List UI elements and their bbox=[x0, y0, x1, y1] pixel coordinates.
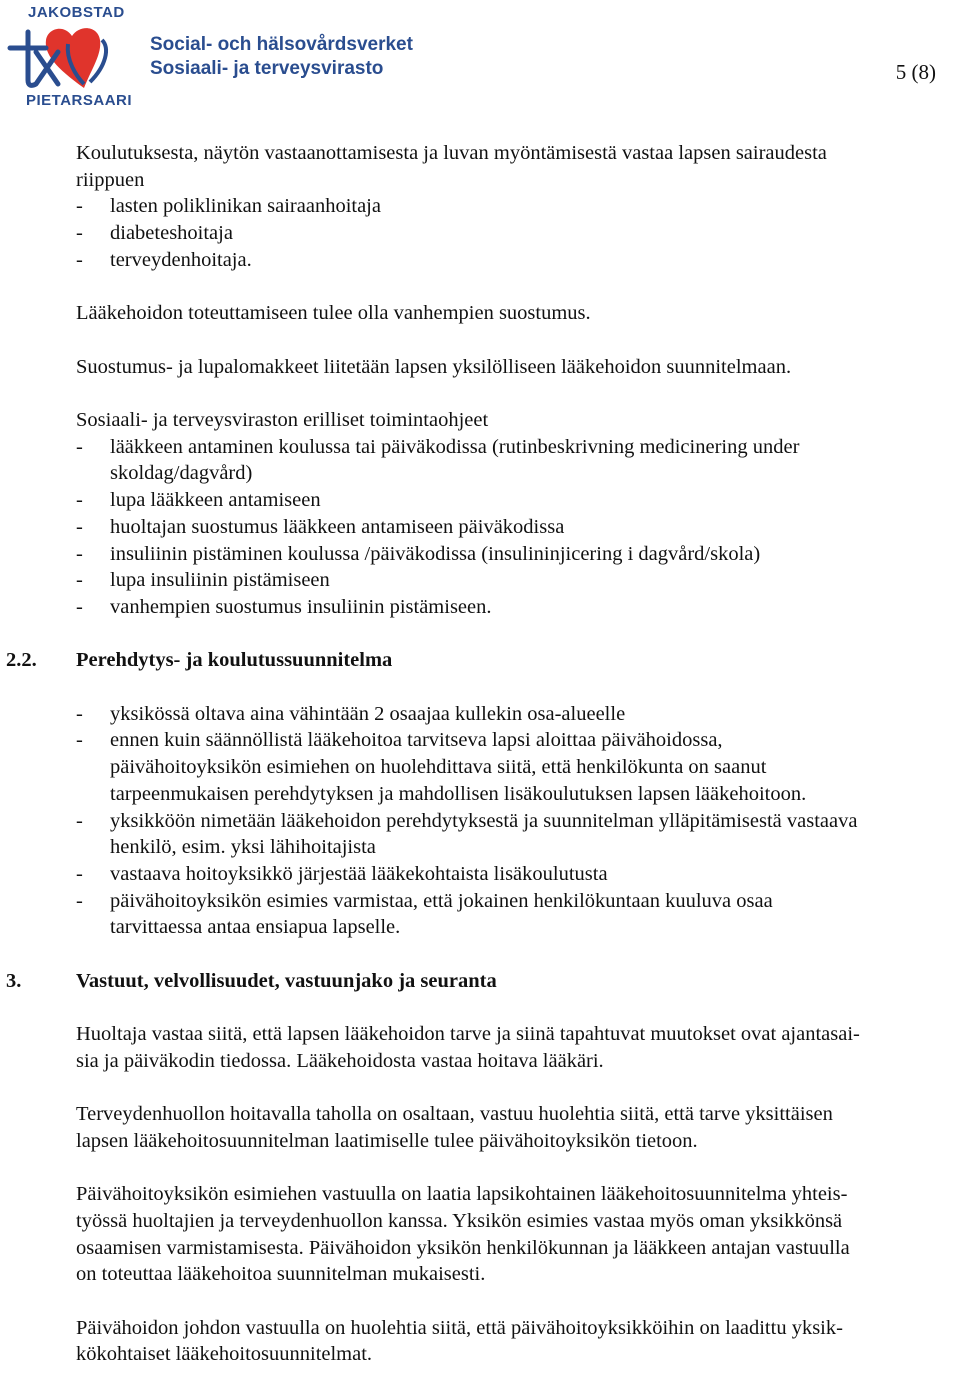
list-item: - päivähoitoyksikön esimies varmistaa, että jokainen henkilökuntaan kuuluva osaa tarvittaessa antaa ensiapua lapselle. bbox=[76, 889, 773, 939]
list-item: - vanhempien suostumus insuliinin pistämiseen. bbox=[76, 594, 956, 621]
list-item: - lääkkeen antaminen koulussa tai päiväkodissa (rutinbeskrivning medicinering under skoldag/dagvård) bbox=[76, 435, 800, 485]
bullet-dash: - bbox=[76, 515, 83, 538]
list-item: - lupa insuliinin pistämiseen bbox=[76, 567, 956, 594]
bullet-dash: - bbox=[76, 195, 83, 218]
heart-logo-icon bbox=[6, 22, 134, 94]
bullet-dash: - bbox=[76, 889, 83, 912]
daycare-head-responsibility-paragraph bbox=[76, 1181, 956, 1288]
list-item: - insuliinin pistäminen koulussa /päiväkodissa (insulininjicering i dagvård/skola) bbox=[76, 541, 956, 568]
instructions-paragraph bbox=[76, 407, 956, 621]
text-line: Päivähoitoyksikön esimiehen vastuulla on laatia lapsikohtainen lääkehoitosuunnitelma yhteis- bbox=[76, 1183, 848, 1206]
list-item: - lupa lääkkeen antamiseen bbox=[76, 487, 956, 514]
text-line: työssä huoltajien ja terveydenhuollon kanssa. Yksikön esimies vastaa myös oman yksikkönsä bbox=[76, 1209, 843, 1232]
text-line: Huoltaja vastaa siitä, että lapsen lääkehoidon tarve ja siinä tapahtuvat muutokset ovat ajantasai- bbox=[76, 1023, 860, 1046]
list-item: - lasten poliklinikan sairaanhoitaja bbox=[76, 193, 956, 220]
list-item: - huoltajan suostumus lääkkeen antamiseen päiväkodissa bbox=[76, 514, 956, 541]
training-plan-list bbox=[76, 701, 956, 941]
page-number: 5 (8) bbox=[895, 60, 936, 84]
section-title: Perehdytys- ja koulutussuunnitelma bbox=[76, 649, 393, 672]
section-number: 2.2. bbox=[6, 649, 37, 672]
guardian-responsibility-paragraph bbox=[76, 1021, 956, 1074]
text-line: Koulutuksesta, näytön vastaanottamisesta ja luvan myöntämisestä vastaa lapsen sairaudesta bbox=[76, 142, 827, 164]
page-header bbox=[0, 0, 960, 115]
logo-city-finnish: PIETARSAARI bbox=[26, 92, 133, 109]
organization-name-swedish: Social- och hälsovårdsverket bbox=[150, 34, 413, 55]
management-responsibility-paragraph bbox=[76, 1315, 956, 1368]
list-item: - terveydenhoitaja. bbox=[76, 247, 956, 274]
list-item: - ennen kuin säännöllistä lääkehoitoa tarvitseva lapsi aloittaa päivähoidossa, päivähoitoyksikön esimiehen on huolehdittava siitä, että henkilökunta on saanut tarpeenmukaisen perehdytyksen ja mahdollisen lisäkoulutuksen lapsen lääkehoitoon. bbox=[76, 729, 807, 805]
document-body bbox=[0, 140, 960, 1395]
text-line: osaamisen varmistamisesta. Päivähoidon yksikön henkilökunnan ja lääkkeen antajan vastuulla bbox=[76, 1236, 850, 1259]
organization-name-finnish: Sosiaali- ja terveysvirasto bbox=[150, 58, 384, 79]
text-line: sia ja päiväkodin tiedossa. Lääkehoidosta vastaa hoitava lääkäri. bbox=[76, 1049, 604, 1072]
bullet-dash: - bbox=[76, 489, 83, 512]
list-item: - diabeteshoitaja bbox=[76, 220, 956, 247]
consent-paragraph: Lääkehoidon toteuttamiseen tulee olla vanhempien suostumus. bbox=[76, 302, 591, 325]
bullet-dash: - bbox=[76, 702, 83, 725]
section-number: 3. bbox=[6, 969, 22, 992]
logo-city-swedish: JAKOBSTAD bbox=[28, 4, 125, 21]
text-line: kökohtaiset lääkehoitosuunnitelmat. bbox=[76, 1343, 373, 1366]
bullet-dash: - bbox=[76, 542, 83, 565]
bullet-dash: - bbox=[76, 435, 83, 458]
organization-name bbox=[150, 33, 413, 81]
bullet-dash: - bbox=[76, 569, 83, 592]
text-line: on toteuttaa lääkehoitoa suunnitelman mukaisesti. bbox=[76, 1263, 486, 1286]
text-line: riippuen bbox=[76, 168, 145, 191]
section-2-2-heading bbox=[0, 647, 960, 674]
bullet-dash: - bbox=[76, 809, 83, 832]
section-title: Vastuut, velvollisuudet, vastuunjako ja seuranta bbox=[76, 969, 497, 992]
list-item: - yksikköön nimetään lääkehoidon perehdytyksestä ja suunnitelman ylläpitämisestä vastaava henkilö, esim. yksi lähihoitajista bbox=[76, 809, 858, 859]
healthcare-responsibility-paragraph bbox=[76, 1101, 956, 1154]
section-3-heading bbox=[0, 968, 960, 995]
text-line: lapsen lääkehoitosuunnitelman laatimiselle tulee päivähoitoyksikön tietoon. bbox=[76, 1129, 698, 1152]
forms-paragraph: Suostumus- ja lupalomakkeet liitetään lapsen yksilölliseen lääkehoidon suunnitelmaan. bbox=[76, 355, 792, 378]
training-responsibility-paragraph bbox=[76, 140, 956, 274]
jakobstad-logo bbox=[6, 4, 134, 110]
instructions-title: Sosiaali- ja terveysviraston erilliset toimintaohjeet bbox=[76, 408, 489, 431]
list-item: - vastaava hoitoyksikkö järjestää lääkekohtaista lisäkoulutusta bbox=[76, 861, 956, 888]
text-line: Päivähoidon johdon vastuulla on huolehtia siitä, että päivähoitoyksikköihin on laadittu yksik- bbox=[76, 1316, 843, 1339]
text-line: Terveydenhuollon hoitavalla taholla on osaltaan, vastuu huolehtia siitä, että tarve yksittäisen bbox=[76, 1103, 833, 1126]
list-item: - yksikössä oltava aina vähintään 2 osaajaa kullekin osa-alueelle bbox=[76, 701, 956, 728]
bullet-dash: - bbox=[76, 222, 83, 245]
bullet-dash: - bbox=[76, 595, 83, 618]
bullet-dash: - bbox=[76, 248, 83, 271]
bullet-dash: - bbox=[76, 729, 83, 752]
bullet-dash: - bbox=[76, 862, 83, 885]
